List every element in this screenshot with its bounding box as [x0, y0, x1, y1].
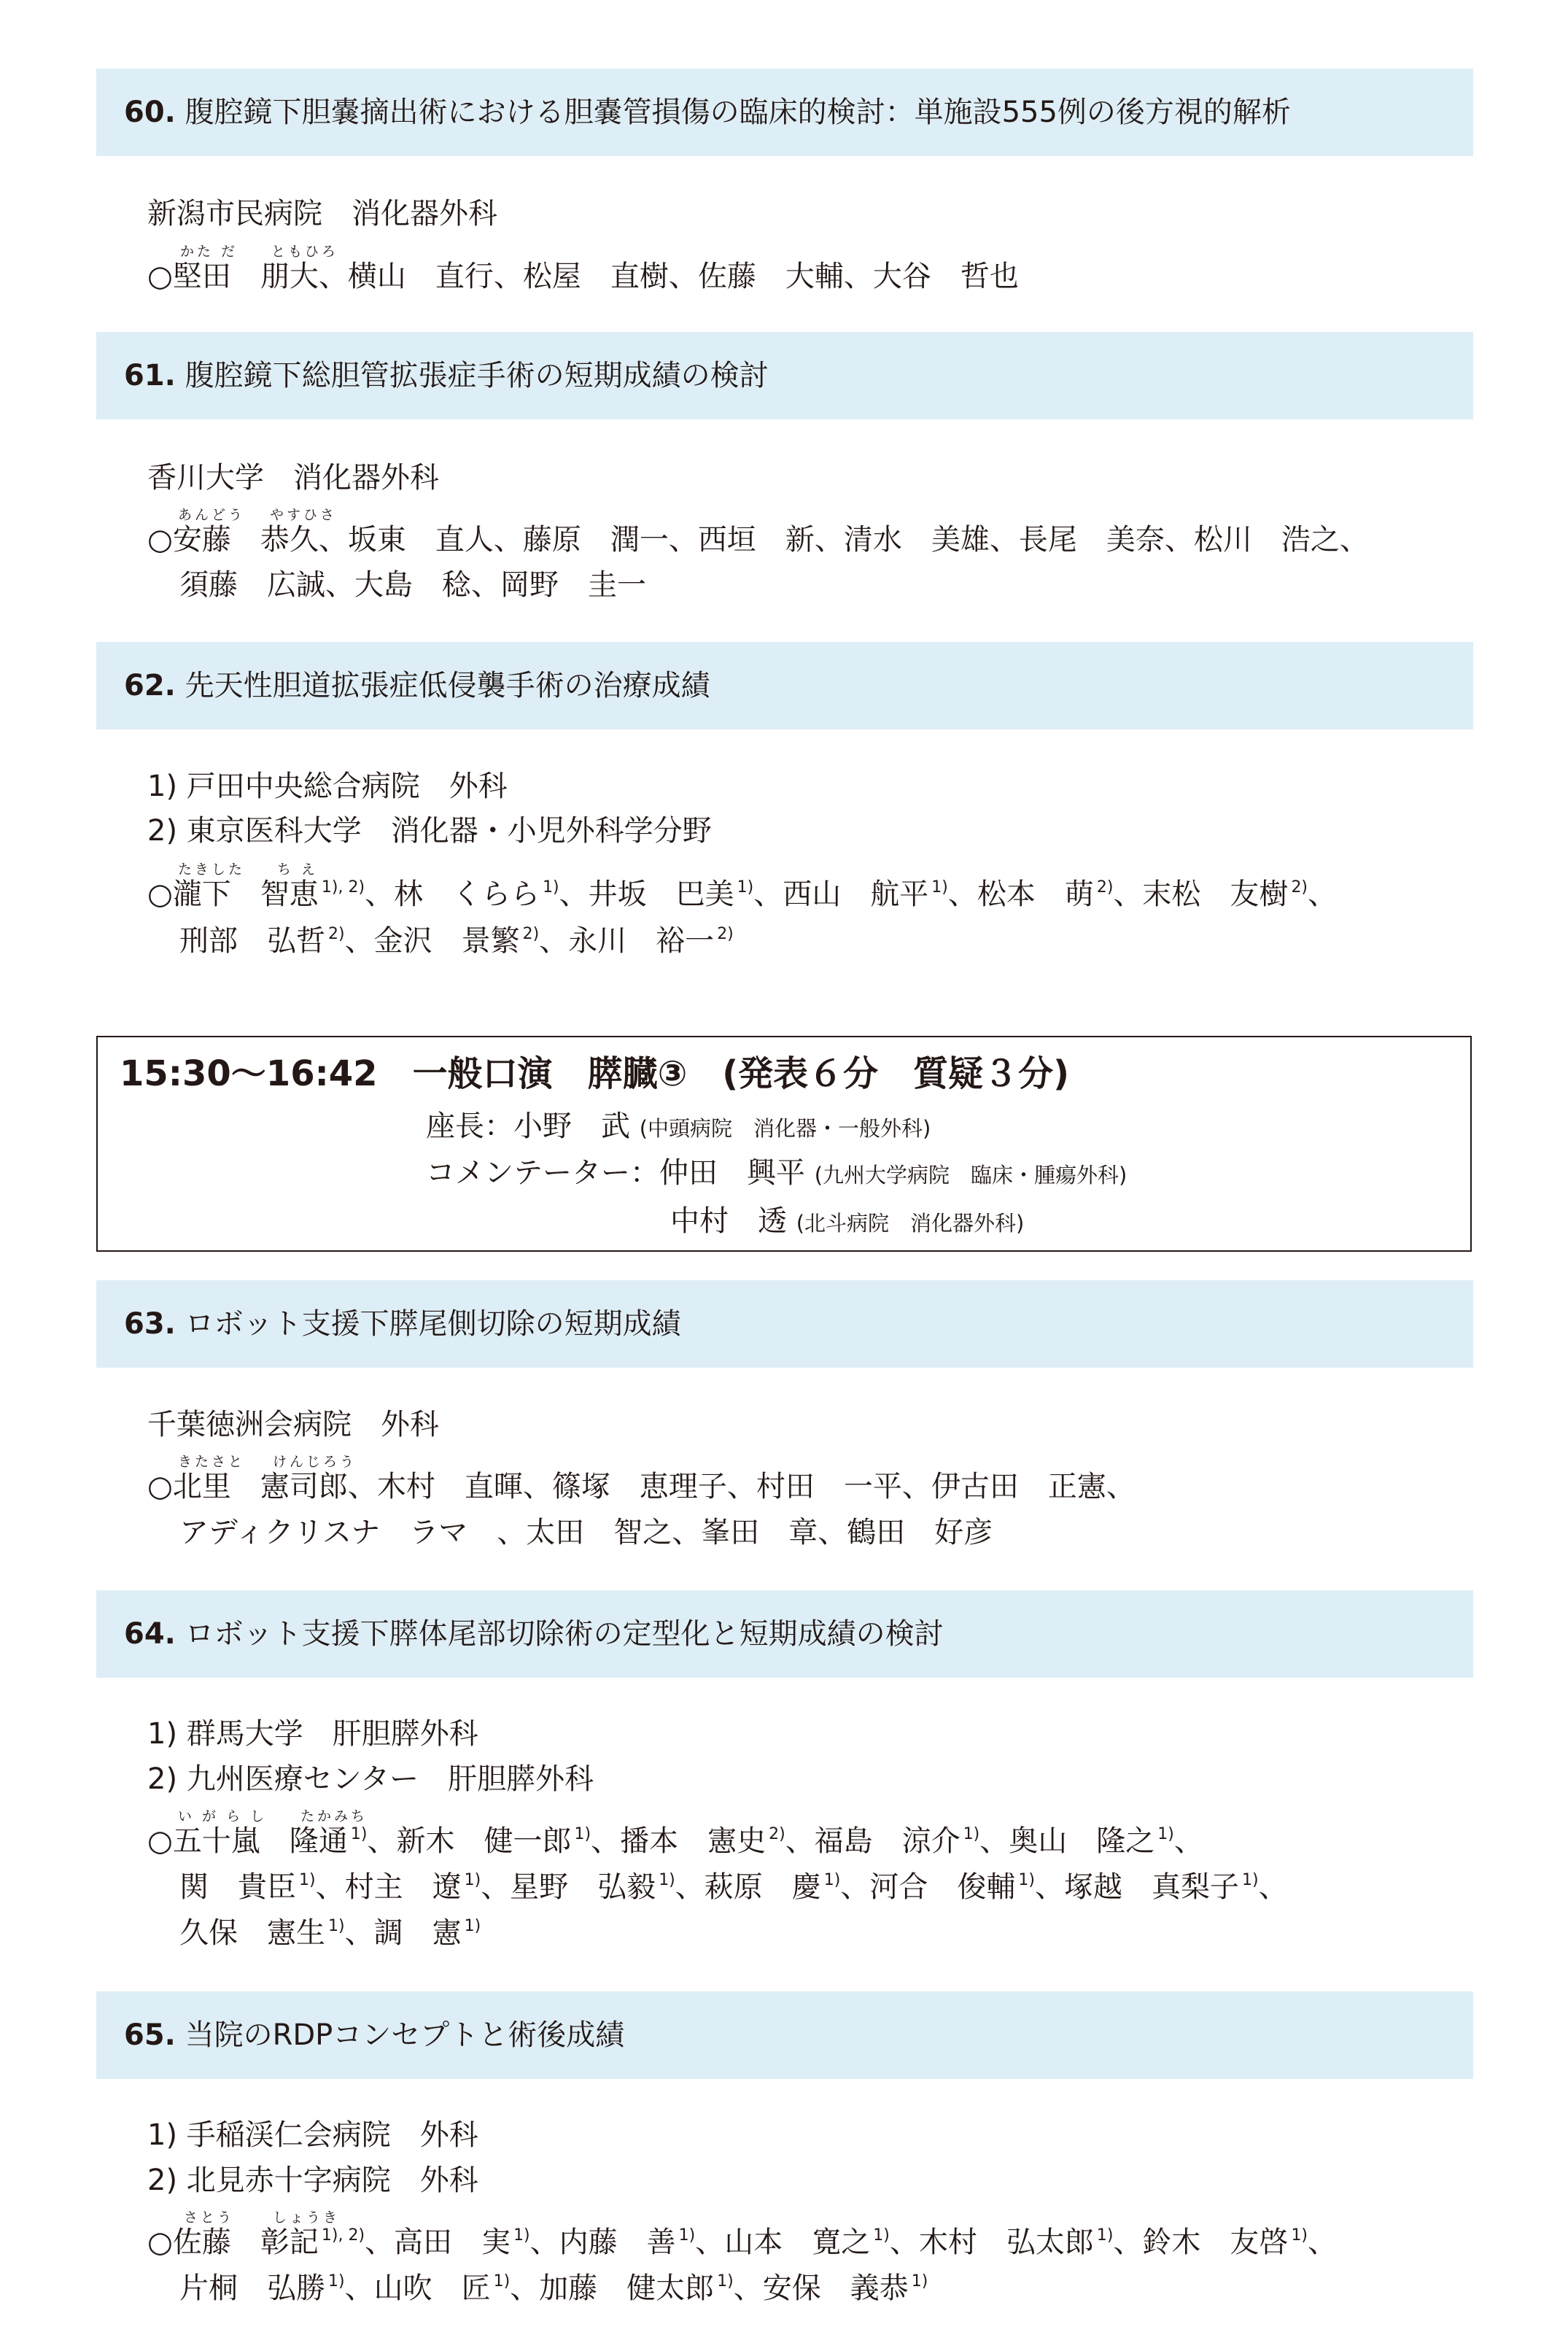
author-list: 関 貴臣 $^{1)}$、村主 遼 $^{1)}$、星野 弘毅 $^{1)}$、萩原 慶 $^{1)}$、河合 俊輔 $^{1)}$、塚越 真梨子 $^{1)}$、 — [179, 1870, 1288, 1904]
commentator — [426, 1158, 1127, 1188]
affiliation: 2) 北見赤十字病院 外科 — [147, 2164, 478, 2197]
abstract-number: 62. — [124, 669, 176, 702]
ruby-text: たかみち — [300, 1808, 368, 1824]
author-list: 須藤 広誠、大島 稔、岡野 圭一 — [179, 568, 646, 602]
abstract-header-64 — [96, 1590, 1473, 1678]
abstract-number: 65. — [124, 2018, 176, 2052]
abstract-title: 腹腔鏡下胆嚢摘出術における胆嚢管損傷の臨床的検討：単施設555例の後方視的解析 — [185, 96, 1291, 129]
affiliation: 香川大学 消化器外科 — [147, 461, 439, 495]
author-list: ○五十嵐 隆通 $^{1)}$、新木 健一郎 $^{1)}$、播本 憲史 $^{2)}$、福島 涼介 $^{1)}$、奥山 隆之 $^{1)}$、 — [147, 1824, 1203, 1858]
ruby-text: しょうき — [273, 2210, 341, 2226]
abstract-title: 先天性胆道拡張症低侵襲手術の治療成績 — [185, 669, 710, 702]
affiliation: 2) 九州医療センター 肝胆膵外科 — [147, 1762, 594, 1796]
abstract-header-63 — [96, 1280, 1473, 1368]
author-list: ○瀧下 智恵 $^{1), 2)}$、林 くらら $^{1)}$、井坂 巴美 $^{1)}$、西山 航平 $^{1)}$、松本 萌 $^{2)}$、末松 友樹 $^{2)}$、 — [147, 878, 1338, 911]
chair-label: 座長：小野 武 — [426, 1110, 630, 1143]
affiliation: 1) 戸田中央総合病院 外科 — [147, 770, 508, 803]
session-title: 15:30〜16:42 一般口演 膵臓③ (発表６分 質疑３分) — [120, 1053, 1070, 1094]
affiliation: 1) 群馬大学 肝胆膵外科 — [147, 1717, 478, 1751]
author-list: 刑部 弘哲 $^{2)}$、金沢 景繁 $^{2)}$、永川 裕一 $^{2)}$ — [179, 924, 734, 958]
abstract-title: 当院のRDPコンセプトと術後成績 — [185, 2018, 625, 2052]
abstract-number: 63. — [124, 1307, 176, 1341]
abstract-header-61 — [96, 332, 1473, 419]
abstract-number: 61. — [124, 359, 176, 392]
commentator-2-name: 中村 透 — [670, 1204, 787, 1238]
author-list: ○佐藤 彰記 $^{1), 2)}$、高田 実 $^{1)}$、内藤 善 $^{1)}$、山本 寛之 $^{1)}$、木村 弘太郎 $^{1)}$、鈴木 友啓 $^{1)}$、 — [147, 2226, 1338, 2259]
affiliation: 新潟市民病院 消化器外科 — [147, 197, 497, 231]
abstract-header-60 — [96, 69, 1473, 156]
chair — [426, 1112, 931, 1141]
author-list: アディクリスナ ラマ 、太田 智之、峯田 章、鶴田 好彦 — [179, 1516, 993, 1549]
author-list: ○北里 憲司郎、木村 直暉、篠塚 恵理子、村田 一平、伊古田 正憲、 — [147, 1470, 1136, 1503]
abstract-header-65 — [96, 1991, 1473, 2079]
affiliation: 1) 手稲渓仁会病院 外科 — [147, 2118, 478, 2152]
abstract-number: 64. — [124, 1617, 176, 1651]
ruby-text: きたさと — [178, 1454, 246, 1470]
chair-affiliation: (中頭病院 消化器・一般外科) — [639, 1116, 931, 1141]
abstract-title: 腹腔鏡下総胆管拡張症手術の短期成績の検討 — [185, 359, 769, 392]
author-list: 久保 憲生 $^{1)}$、調 憲 $^{1)}$ — [179, 1916, 481, 1950]
ruby-text: たきした — [178, 861, 246, 878]
ruby-text: あんどう — [178, 507, 246, 523]
author-list: ○安藤 恭久、坂東 直人、藤原 潤一、西垣 新、清水 美雄、長尾 美奈、松川 浩之、 — [147, 523, 1369, 557]
ruby-text: ち え — [277, 861, 319, 878]
commentator-2 — [670, 1204, 1025, 1238]
ruby-text: かた だ — [180, 244, 238, 260]
affiliation: 2) 東京医科大学 消化器・小児外科学分野 — [147, 814, 712, 848]
abstract-number: 60. — [124, 96, 176, 129]
ruby-text: やすひさ — [270, 507, 338, 523]
abstract-title: ロボット支援下膵尾側切除の短期成績 — [185, 1307, 681, 1341]
commentator-affiliation: (九州大学病院 臨床・腫瘍外科) — [814, 1163, 1128, 1188]
author-list: 片桐 弘勝 $^{1)}$、山吹 匠 $^{1)}$、加藤 健太郎 $^{1)}$、安保 義恭 $^{1)}$ — [179, 2272, 928, 2305]
author-list: ○堅田 朋大、横山 直行、松屋 直樹、佐藤 大輔、大谷 哲也 — [147, 260, 1019, 293]
abstract-header-62 — [96, 642, 1473, 729]
ruby-text: ともひろ — [271, 244, 339, 260]
ruby-text: けんじろう — [273, 1454, 357, 1470]
affiliation: 千葉徳洲会病院 外科 — [147, 1408, 439, 1441]
commentator-label: コメンテーター：仲田 興平 — [426, 1156, 805, 1190]
commentator-2-affiliation: (北斗病院 消化器外科) — [796, 1211, 1025, 1236]
abstract-title: ロボット支援下膵体尾部切除術の定型化と短期成績の検討 — [185, 1617, 944, 1651]
session-box — [96, 1036, 1472, 1252]
ruby-text: い が ら し — [178, 1808, 268, 1824]
ruby-text: さとう — [184, 2210, 235, 2226]
